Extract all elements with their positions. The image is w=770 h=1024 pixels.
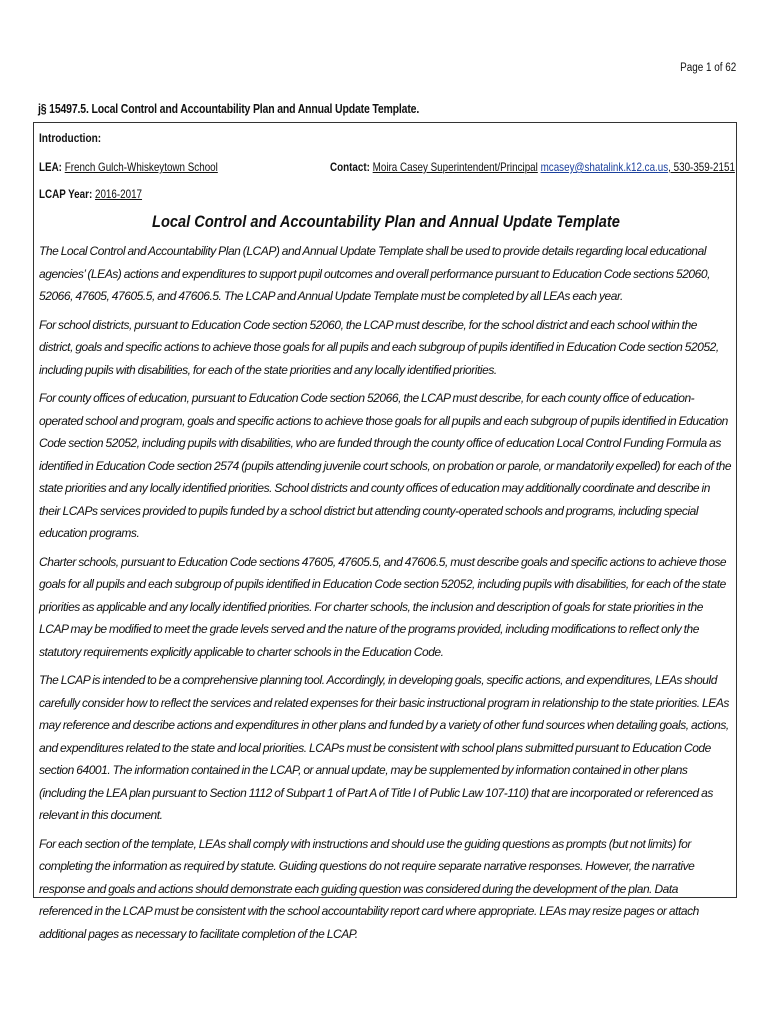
paragraph: For each section of the template, LEAs shall comply with instructions and should use the guiding questions as prompts (but not limits) for completing the information as required by statute. Guiding questions do not require separate narrative responses. However, the narrative response and goals and actions should demonstrate each guiding question was considered during the development of the plan. Data referenced in the LCAP must be consistent with the school accountability report card where appropriate. LEAs may resize pages or attach additional pages as necessary to facilitate completion of the LCAP. [39,836,699,941]
paragraph: Charter schools, pursuant to Education Code sections 47605, 47605.5, and 47606.5, must describe goals and specific actions to achieve those goals for all pupils and each subgroup of pupils identified in Education Code section 52052, including pupils with disabilities, for each of the state priorities as applicable and any locally identified priorities. For charter schools, the inclusion and description of goals for state priorities in the LCAP may be modified to meet the grade levels served and the nature of the programs provided, including modifications to reflect only the statutory requirements explicitly applicable to charter schools in the Education Code. [39,554,727,659]
paragraph: For school districts, pursuant to Education Code section 52060, the LCAP must describe, for the school district and each school within the district, goals and specific actions to achieve those goals for all pupils and each subgroup of pupils identified in Education Code section 52052, including pupils with disabilities, for each of the state priorities and any locally identified priorities. [39,317,719,377]
paragraph: The LCAP is intended to be a comprehensive planning tool. Accordingly, in developing goals, specific actions, and expenditures, LEAs should carefully consider how to reflect the services and related expenses for their basic instructional program in relationship to the state priorities. LEAs may reference and describe actions and expenditures in other plans and funded by a variety of other fund sources when detailing goals, actions, and expenditures related to the state and local priorities. LCAPs must be consistent with school plans submitted pursuant to Education Code section 64001. The information contained in the LCAP, or annual update, may be supplemented by information contained in other plans (including the LEA plan pursuant to Section 1112 of Subpart 1 of Part A of Title I of Public Law 107-110) that are incorporated or referenced as relevant in this document. [39,673,729,822]
lea-label: LEA: [39,160,62,174]
contact-email-link[interactable]: mcasey@shatalink.k12.ca.us [540,160,669,174]
contact-field [330,160,735,174]
document-heading: j§ 15497.5. Local Control and Accountability Plan and Annual Update Template. [38,102,420,116]
lcap-year-label: LCAP Year: [39,187,93,201]
paragraph: The Local Control and Accountability Plan (LCAP) and Annual Update Template shall be used to provide details regarding local educational agencies’ (LEAs) actions and expenditures to support pupil outcomes and overall performance pursuant to Education Code sections 52060, 52066, 47605, 47605.5, and 47606.5. The LCAP and Annual Update Template must be completed by all LEAs each year. [39,244,710,303]
lcap-year-field [39,187,142,201]
lcap-year-value: 2016-2017 [94,187,143,201]
contact-label: Contact: [330,160,370,174]
page-number: Page 1 of 62 [679,62,736,74]
introduction-label: Introduction: [39,131,102,145]
lea-value: French Gulch-Whiskeytown School [64,160,218,174]
contact-value: Moira Casey Superintendent/Principal [372,160,538,174]
template-title: Local Control and Accountability Plan and Annual Update Template [152,212,620,231]
form-box [33,122,737,941]
lea-field [39,160,218,174]
paragraph: For county offices of education, pursuant to Education Code section 52066, the LCAP must describe, for each county office of education-operated school and program, goals and specific actions to achieve those goals for all pupils and each subgroup of pupils identified in Education Code section 52052, including pupils with disabilities, who are funded through the county office of education Local Control Funding Formula as identified in Education Code section 2574 (pupils attending juvenile court schools, on probation or parole, or mandatorily expelled) for each of the state priorities and any locally identified priorities. School districts and county offices of education may additionally coordinate and describe in their LCAPs services provided to pupils funded by a school district but attending county-operated schools and programs, including special education programs. [39,391,732,540]
body-text [39,240,733,951]
contact-phone: , 530-359-2151 [668,160,735,174]
